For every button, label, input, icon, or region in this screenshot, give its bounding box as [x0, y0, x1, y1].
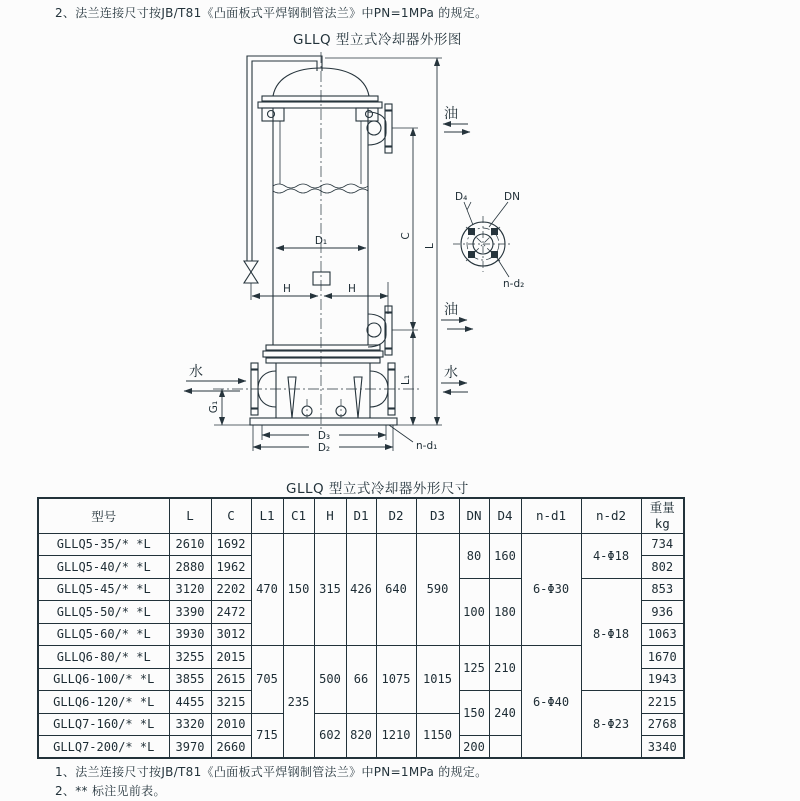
cell-model: GLLQ5-60/* *L: [38, 623, 169, 646]
cell-L: 3930: [169, 623, 211, 646]
vent-pipe: [244, 56, 322, 300]
cell-L1: 470: [251, 533, 283, 646]
col-header-nd1: n-d1: [521, 498, 581, 533]
cell-H: 500: [314, 646, 346, 714]
oil-nozzle-mid: [368, 314, 386, 347]
cell-weight: 734: [641, 533, 684, 556]
cell-D1: 426: [346, 533, 376, 646]
label-H-left: H: [283, 283, 291, 295]
col-header-D3: D3: [416, 498, 459, 533]
cell-DN: 200: [459, 736, 489, 759]
cell-L: 3255: [169, 646, 211, 669]
cell-model: GLLQ6-100/* *L: [38, 668, 169, 691]
dimensions-table: [37, 497, 685, 759]
header-row: [38, 498, 684, 533]
cell-C: 2615: [211, 668, 251, 691]
cell-weight: 2215: [641, 691, 684, 714]
right-lug: [356, 108, 378, 121]
cell-C: 2202: [211, 578, 251, 601]
bolt-hole: [468, 228, 475, 235]
right-leg: [354, 377, 362, 418]
label-D1: D₁: [314, 235, 328, 247]
weight-unit: kg: [654, 515, 670, 531]
cell-D1: 820: [346, 713, 376, 758]
label-water-left: 水: [189, 364, 203, 380]
nameplate: [313, 272, 330, 285]
cell-model: GLLQ7-200/* *L: [38, 736, 169, 759]
cell-weight: 1063: [641, 623, 684, 646]
label-G1: G₁: [208, 400, 220, 414]
break-line: [273, 184, 368, 188]
cell-weight: 853: [641, 578, 684, 601]
cell-DN: 80: [459, 533, 489, 578]
cell-L: 3390: [169, 601, 211, 624]
cell-C: 3215: [211, 691, 251, 714]
cell-L1: 705: [251, 646, 283, 714]
cell-D2: 1075: [376, 646, 416, 714]
weight-label: 重量: [649, 500, 675, 516]
label-oil-mid: 油: [444, 302, 458, 318]
col-header-D1: D1: [346, 498, 376, 533]
cell-model: GLLQ5-40/* *L: [38, 556, 169, 579]
cell-D4: 240: [489, 691, 521, 736]
cell-nd2: 8-Φ23: [581, 691, 641, 759]
cell-L: 2610: [169, 533, 211, 556]
cell-H: 602: [314, 713, 346, 758]
col-header-H: H: [314, 498, 346, 533]
label-water-right: 水: [444, 365, 458, 381]
cell-DN: 150: [459, 691, 489, 736]
col-header-D4: D4: [489, 498, 521, 533]
cell-H: 315: [314, 533, 346, 646]
label-D3: D₃: [317, 430, 331, 442]
table-title: GLLQ 型立式冷却器外形尺寸: [286, 481, 469, 497]
cell-C: 2660: [211, 736, 251, 759]
cell-D3: 590: [416, 533, 459, 646]
body-flange-stack: [266, 345, 380, 350]
col-header-D2: D2: [376, 498, 416, 533]
dimension-lines: [214, 58, 442, 451]
table-row: [38, 533, 684, 556]
cell-model: GLLQ6-80/* *L: [38, 646, 169, 669]
head-flange-ring: [262, 96, 378, 101]
col-header-DN: DN: [459, 498, 489, 533]
cell-nd2: 4-Φ18: [581, 533, 641, 578]
cell-model: GLLQ5-50/* *L: [38, 601, 169, 624]
cell-D4: [489, 736, 521, 759]
flange-detail: [453, 202, 513, 277]
col-header-weight: [641, 498, 684, 533]
col-header-C: C: [211, 498, 251, 533]
cell-C1: 235: [283, 646, 314, 759]
cell-D4: 160: [489, 533, 521, 578]
cell-L: 3970: [169, 736, 211, 759]
label-L: L: [424, 243, 436, 249]
cell-C: 3012: [211, 623, 251, 646]
col-header-nd2: n-d2: [581, 498, 641, 533]
label-C: C: [400, 232, 412, 240]
cell-weight: 2768: [641, 713, 684, 736]
valve-icon: [244, 261, 258, 272]
cell-L: 2880: [169, 556, 211, 579]
cell-L: 3320: [169, 713, 211, 736]
label-D4: D₄: [455, 191, 468, 203]
cell-L: 4455: [169, 691, 211, 714]
label-H-right: H: [348, 283, 356, 295]
cell-D4: 180: [489, 578, 521, 646]
cell-DN: 100: [459, 578, 489, 646]
cell-C1: 150: [283, 533, 314, 646]
cell-model: GLLQ5-45/* *L: [38, 578, 169, 601]
cell-weight: 3340: [641, 736, 684, 759]
note-see-previous-table: 2、** 标注见前表。: [55, 784, 166, 798]
oil-nozzles: [367, 104, 392, 355]
bolt-hole: [491, 251, 498, 258]
cell-model: GLLQ6-120/* *L: [38, 691, 169, 714]
leader-D4: [464, 202, 473, 225]
cell-nd1: 6-Φ40: [521, 646, 581, 759]
cell-D2: 1210: [376, 713, 416, 758]
cell-L: 3855: [169, 668, 211, 691]
cell-C: 2472: [211, 601, 251, 624]
cell-D1: 66: [346, 646, 376, 714]
cell-weight: 1670: [641, 646, 684, 669]
bolt-hole: [468, 251, 475, 258]
flow-arrows: [184, 124, 473, 392]
note-flange-standard-bottom: 1、法兰连接尺寸按JB/T81《凸面板式平焊钢制管法兰》中PN=1MPa 的规定。: [55, 765, 488, 779]
label-oil-top: 油: [444, 106, 458, 122]
cell-nd2: 8-Φ18: [581, 578, 641, 691]
label-n-d2: n-d₂: [503, 278, 525, 290]
cell-C: 2015: [211, 646, 251, 669]
label-L1: L₁: [400, 374, 412, 386]
bolt-hole: [491, 228, 498, 235]
cell-D2: 640: [376, 533, 416, 646]
cell-weight: 1943: [641, 668, 684, 691]
col-header-C1: C1: [283, 498, 314, 533]
cell-DN: 125: [459, 646, 489, 691]
leader-n-d2: [497, 258, 509, 277]
cell-model: GLLQ7-160/* *L: [38, 713, 169, 736]
cell-L1: 715: [251, 713, 283, 758]
cell-D3: 1150: [416, 713, 459, 758]
col-header-L1: L1: [251, 498, 283, 533]
left-leg: [288, 377, 296, 418]
leader-DN: [489, 202, 508, 227]
base-plate: [250, 418, 397, 425]
cell-weight: 936: [641, 601, 684, 624]
cell-C: 1962: [211, 556, 251, 579]
col-header-model: 型号: [38, 498, 169, 533]
note-flange-standard-top: 2、法兰连接尺寸按JB/T81《凸面板式平焊钢制管法兰》中PN=1MPa 的规定。: [55, 6, 488, 20]
cell-nd1: 6-Φ30: [521, 533, 581, 646]
label-D2: D₂: [317, 442, 331, 454]
cell-weight: 802: [641, 556, 684, 579]
drawing-title: GLLQ 型立式冷却器外形图: [293, 32, 462, 48]
cell-C: 1692: [211, 533, 251, 556]
col-header-L: L: [169, 498, 211, 533]
cell-D3: 1015: [416, 646, 459, 714]
label-DN: DN: [504, 191, 520, 203]
cell-D4: 210: [489, 646, 521, 691]
cell-L: 3120: [169, 578, 211, 601]
cell-model: GLLQ5-35/* *L: [38, 533, 169, 556]
cell-C: 2010: [211, 713, 251, 736]
label-n-d1: n-d₁: [416, 440, 438, 452]
